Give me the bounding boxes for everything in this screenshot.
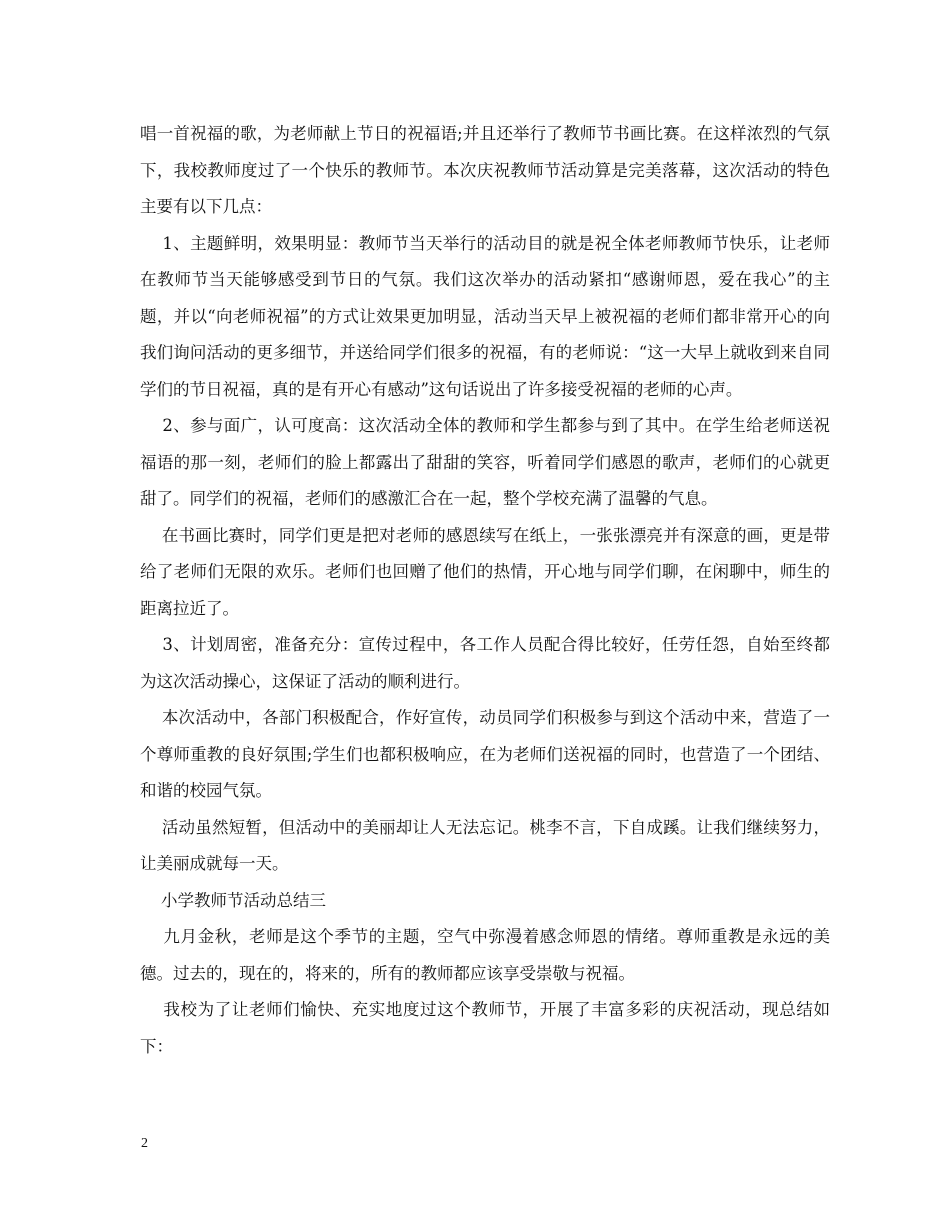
paragraph-point-1: 1、主题鲜明，效果明显：教师节当天举行的活动目的就是祝全体老师教师节快乐，让老师在教师节当天能够感受到节日的气氛。我们这次举办的活动紧扣“感谢师恩，爱在我心”的主题，并以“向老师祝福”的方式让效果更加明显，活动当天早上被祝福的老师们都非常开心的向我们询问活动的更多细节，并送给同学们很多的祝福，有的老师说：“这一大早上就收到来自同学们的节日祝福，真的是有开心有感动”这句话说出了许多接受祝福的老师的心声。 [140,233,831,399]
page-number: 2 [141,1136,148,1151]
paragraph-autumn: 九月金秋，老师是这个季节的主题，空气中弥漫着感念师恩的情绪。尊师重教是永远的美德。过去的，现在的，将来的，所有的教师都应该享受崇敬与祝福。 [140,927,831,983]
paragraph-intro: 唱一首祝福的歌，为老师献上节日的祝福语;并且还举行了教师节书画比赛。在这样浓烈的气氛下，我校教师度过了一个快乐的教师节。本次庆祝教师节活动算是完美落幕，这次活动的特色主要有以下几点： [140,124,830,216]
section-heading: 小学教师节活动总结三 [140,890,326,910]
paragraph-calligraphy: 在书画比赛时，同学们更是把对老师的感恩续写在纸上，一张张漂亮并有深意的画，更是带给了老师们无限的欢乐。老师们也回赠了他们的热情，开心地与同学们聊，在闲聊中，师生的距离拉近了。 [140,525,831,618]
paragraph-summary-intro: 我校为了让老师们愉快、充实地度过这个教师节，开展了丰富多彩的庆祝活动，现总结如下： [140,1000,831,1056]
paragraph-point-2: 2、参与面广，认可度高：这次活动全体的教师和学生都参与到了其中。在学生给老师送祝福语的那一刻，老师们的脸上都露出了甜甜的笑容，听着同学们感恩的歌声，老师们的心就更甜了。同学们的祝福，老师们的感激汇合在一起，整个学校充满了温馨的气息。 [140,416,831,508]
body-text [140,116,830,1065]
paragraph-closing: 活动虽然短暂，但活动中的美丽却让人无法忘记。桃李不言，下自成蹊。让我们继续努力，让美丽成就每一天。 [140,817,831,873]
paragraph-point-3: 3、计划周密，准备充分：宣传过程中，各工作人员配合得比较好，任劳任怨，自始至终都为这次活动操心，这保证了活动的顺利进行。 [140,635,831,691]
paragraph-cooperation: 本次活动中，各部门积极配合，作好宣传，动员同学们积极参与到这个活动中来，营造了一个尊师重教的良好氛围;学生们也都积极响应，在为老师们送祝福的同时，也营造了一个团结、和谐的校园气氛。 [140,708,831,800]
